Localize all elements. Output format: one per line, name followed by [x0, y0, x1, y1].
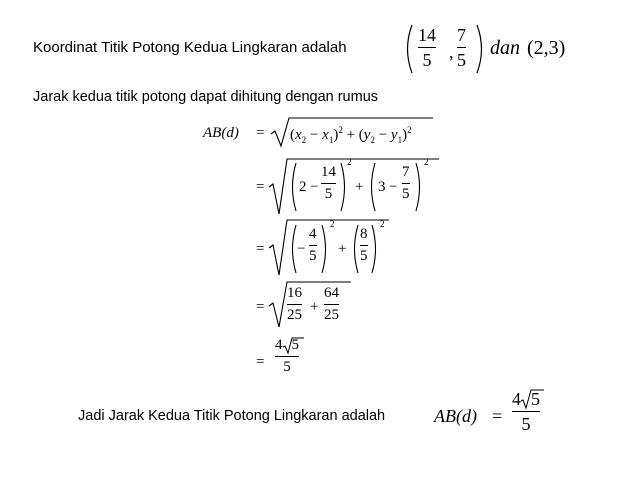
header-text: Koordinat Titik Potong Kedua Lingkaran adalah: [33, 39, 347, 56]
step1-b: 3: [378, 179, 386, 195]
formula-y-exponent: 2: [407, 125, 412, 135]
point1-y-numerator: 7: [457, 25, 466, 45]
final-denominator: 5: [521, 414, 531, 434]
formula-y2-subscript: 2: [370, 135, 375, 145]
intro-text: Jarak kedua titik potong dapat dihitung dengan rumus: [33, 89, 379, 105]
step4-denominator: 5: [283, 359, 291, 375]
final-radicand: 5: [531, 389, 540, 409]
step2-minus-a: −: [297, 241, 306, 257]
step2-b-fraction-denominator: 5: [360, 248, 368, 264]
step3-a-fraction-numerator: 16: [287, 285, 302, 301]
step4-equals: =: [256, 354, 265, 370]
step3-plus: +: [310, 299, 319, 315]
step1-minus-b: −: [389, 179, 398, 195]
step4-sqrt: [283, 338, 300, 353]
step1-a-fraction: [321, 165, 336, 202]
point1-x-numerator: 14: [418, 25, 436, 45]
point1-y-denominator: 5: [457, 50, 466, 70]
step2-equals: =: [256, 241, 265, 257]
step2-b-fraction-numerator: 8: [360, 226, 368, 242]
step1-b-fraction-denominator: 5: [402, 186, 410, 202]
point1-right-paren: [475, 24, 487, 74]
step1-equals: =: [256, 179, 265, 195]
step2-right-paren-b: [370, 224, 380, 274]
step4-fraction: [275, 338, 299, 375]
point1-y-fraction: [457, 26, 466, 69]
final-sqrt: [521, 390, 540, 408]
step2-left-paren-b: [350, 224, 360, 274]
point1-x-fraction: [418, 26, 436, 69]
step1-exp-b: 2: [424, 157, 429, 167]
step1-minus-a: −: [310, 179, 319, 195]
step1-left-paren-b: [367, 162, 377, 212]
dan-word: dan: [490, 37, 520, 59]
step2-plus: +: [338, 241, 347, 257]
step2-b-fraction: [360, 227, 368, 264]
step4-numerator: [275, 338, 299, 353]
final-numerator: [512, 390, 540, 408]
step3-equals: =: [256, 299, 265, 315]
step1-a-fraction-denominator: 5: [324, 186, 333, 202]
formula-x2-subscript: 2: [301, 135, 307, 145]
final-lhs: AB(d): [434, 406, 477, 426]
conclusion-text: Jadi Jarak Kedua Titik Potong Lingkaran adalah: [78, 408, 386, 424]
point1-x-denominator: 5: [422, 50, 432, 70]
step3-a-fraction: [287, 286, 302, 323]
step2-a-fraction-numerator: 4: [309, 226, 317, 242]
step1-a: 2: [299, 179, 307, 195]
step2-exp-a: 2: [330, 219, 335, 229]
step3-b-fraction-denominator: 25: [324, 307, 339, 323]
step4-coefficient: 4: [275, 337, 283, 353]
step4-radicand: 5: [291, 337, 299, 353]
step1-exp-a: 2: [347, 157, 352, 167]
final-fraction: [512, 390, 540, 433]
step2-a-fraction-denominator: 5: [309, 248, 317, 264]
formula-y1-subscript: 1: [397, 135, 403, 145]
formula-y2: y: [363, 127, 371, 143]
step3-a-fraction-denominator: 25: [287, 307, 302, 323]
step1-left-paren-a: [288, 162, 298, 212]
formula-x1-subscript: 1: [328, 135, 334, 145]
step3-b-fraction-numerator: 64: [324, 285, 339, 301]
step1-right-paren-b: [414, 162, 424, 212]
final-equals: =: [492, 406, 503, 426]
formula-y1: y: [390, 127, 398, 143]
final-coefficient: 4: [512, 389, 521, 409]
point2: (2,3): [527, 37, 566, 59]
step2-exp-b: 2: [380, 219, 385, 229]
step2-right-paren-a: [320, 224, 330, 274]
formula-x-exponent: 2: [338, 125, 343, 135]
point1-left-paren: [402, 24, 414, 74]
step3-b-fraction: [324, 286, 339, 323]
step1-right-paren-a: [339, 162, 349, 212]
step1-a-fraction-numerator: 14: [321, 164, 336, 180]
formula-equals: =: [256, 125, 265, 141]
formula-lhs: AB(d): [203, 125, 239, 141]
formula-x1: x: [322, 127, 329, 143]
step1-b-fraction: [402, 165, 410, 202]
step2-a-fraction: [309, 227, 317, 264]
formula-x2: x: [295, 127, 302, 143]
step1-plus: +: [355, 179, 364, 195]
step1-b-fraction-numerator: 7: [402, 164, 410, 180]
formula-radicand: $(x_2 - x_1)^2 + (y_2 - y_1)^2$: [290, 125, 412, 145]
point1-comma: ,: [449, 42, 454, 62]
